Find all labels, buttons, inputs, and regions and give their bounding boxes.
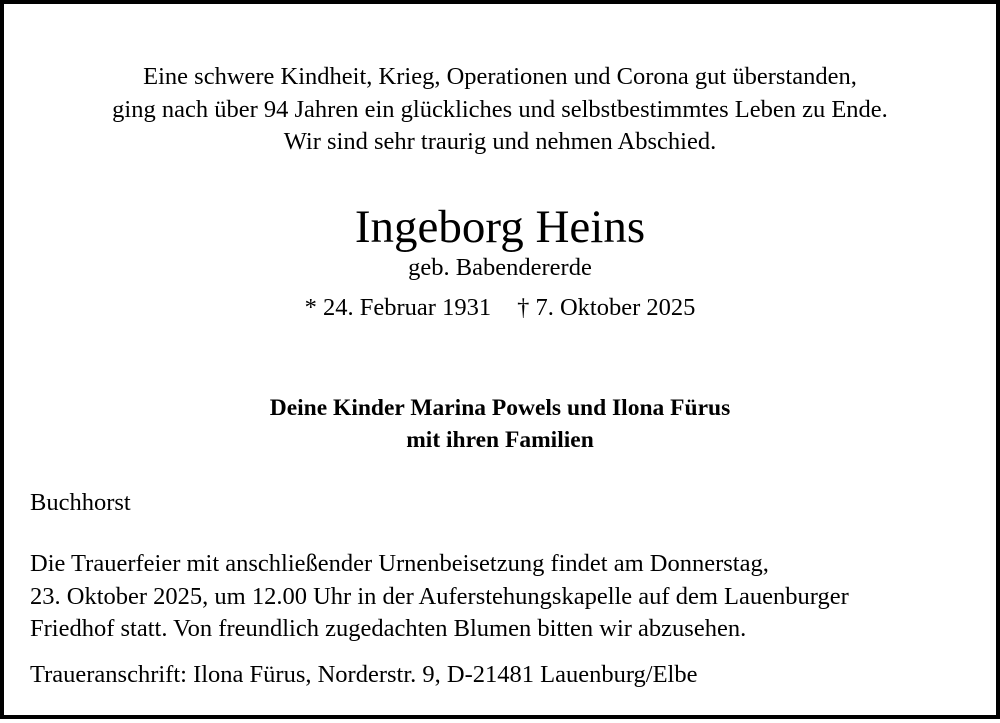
mourners-line-1: Deine Kinder Marina Powels und Ilona Fürus: [269, 395, 731, 421]
life-dates: [0, 293, 1000, 323]
intro-line-2: ging nach über 94 Jahren ein glückliches und selbstbestimmtes Leben zu Ende.: [112, 96, 888, 123]
intro-line-3: Wir sind sehr traurig und nehmen Abschied.: [283, 128, 717, 155]
funeral-line-3: Friedhof statt. Von freundlich zugedachten Blumen bitten wir abzusehen.: [30, 615, 747, 642]
mourners-line-2: mit ihren Familien: [406, 427, 594, 453]
birth-date: * 24. Februar 1931: [304, 294, 492, 321]
funeral-line-2: 23. Oktober 2025, um 12.00 Uhr in der Auferstehungskapelle auf dem Lauenburger: [30, 583, 849, 610]
death-date: † 7. Oktober 2025: [517, 294, 696, 321]
place: Buchhorst: [30, 489, 131, 516]
funeral-line-1: Die Trauerfeier mit anschließender Urnenbeisetzung findet am Donnerstag,: [30, 550, 769, 577]
mourning-address: Traueranschrift: Ilona Fürus, Norderstr. 9, D-21481 Lauenburg/Elbe: [30, 661, 698, 688]
maiden-name: geb. Babendererde: [408, 254, 592, 281]
deceased-name: Ingeborg Heins: [354, 201, 646, 253]
intro-line-1: Eine schwere Kindheit, Krieg, Operationen und Corona gut überstanden,: [143, 63, 857, 90]
